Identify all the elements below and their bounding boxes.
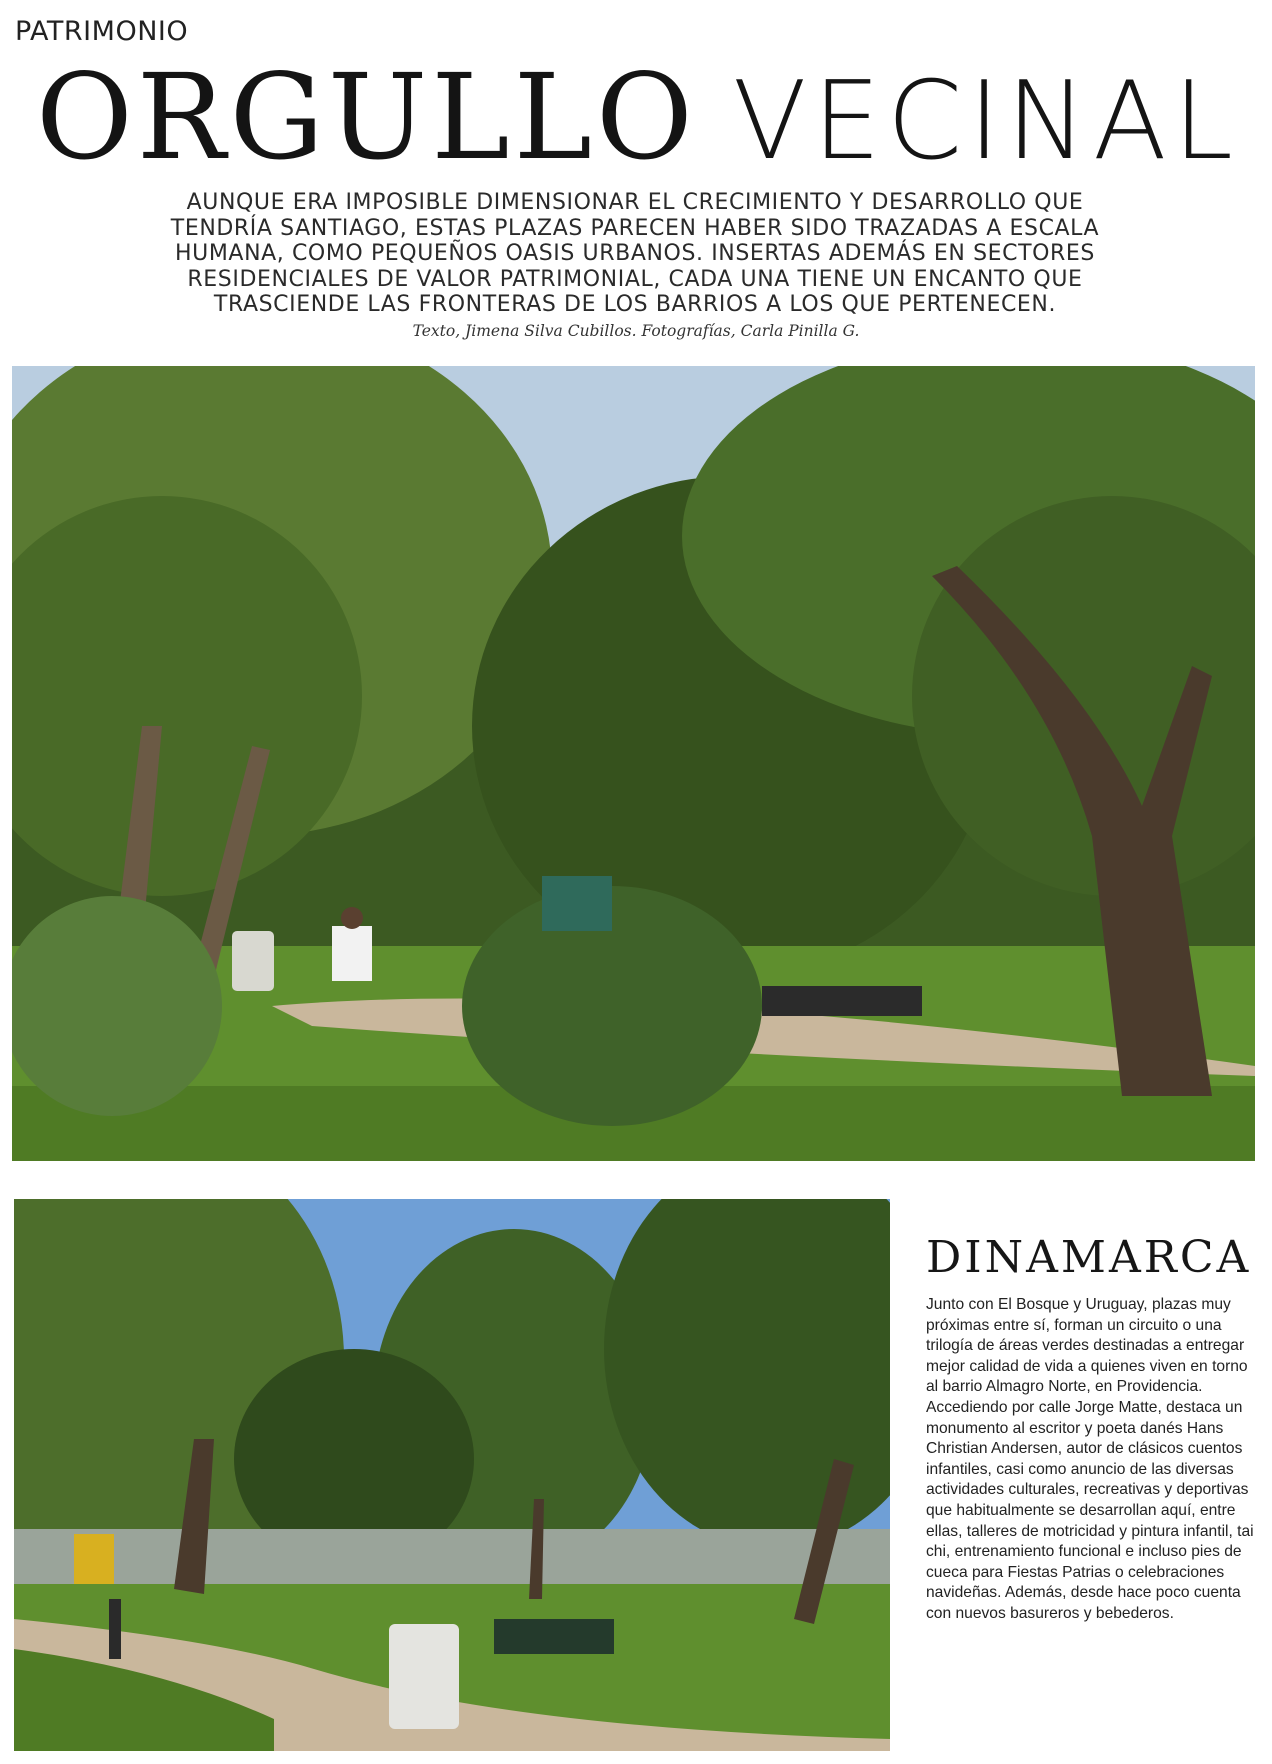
water-fountain — [109, 1599, 121, 1659]
playground-slide — [74, 1534, 114, 1584]
section-body-dinamarca: Junto con El Bosque y Uruguay, plazas muy próximas entre sí, forman un circuito o una trilogía de áreas verdes destinadas a entregar mejor calidad de vida a quienes viven en torno al barrio Almagro Norte, en Providencia. Accediendo por calle Jorge Matte, destaca un monumento al escritor y poeta danés Hans Christian Andersen, autor de clásicos cuentos infantiles, casi como anuncio de las diversas actividades culturales, recreativas y deportivas que habitualmente se desarrollan aquí, entre ellas, talleres de motricidad y pintura infantil, tai chi, entrenamiento funcional e incluso pies de cueca para Fiestas Patrias o celebraciones navideñas. Además, desde hace poco cuenta con nuevos basureros y bebederos. — [926, 1296, 1254, 1622]
background-buildings — [14, 1529, 890, 1589]
park-illustration-bottom — [14, 1199, 890, 1751]
playground-structure — [542, 876, 612, 931]
title-word-orgullo: ORGULLO — [36, 48, 697, 186]
person-head — [341, 907, 363, 929]
shrub-left — [12, 896, 222, 1116]
section-label: PATRIMONIO — [15, 16, 189, 47]
park-photo-bottom — [14, 1199, 890, 1751]
article-title — [36, 48, 1246, 186]
park-illustration-top — [12, 366, 1255, 1161]
title-word-vecinal: VECINAL — [732, 59, 1239, 184]
park-bench — [494, 1619, 614, 1654]
lead-paragraph: AUNQUE ERA IMPOSIBLE DIMENSIONAR EL CRECIMIENTO Y DESARROLLO QUE TENDRÍA SANTIAGO, ESTAS PLAZAS PARECEN HABER SIDO TRAZADAS A ESCALA HUMANA, COMO PEQUEÑOS OASIS URBANOS. INSERTAS ADEMÁS EN SECTORES RESIDENCIALES DE VALOR PATRIMONIAL, CADA UNA TIENE UN ENCANTO QUE TRASCIENDE LAS FRONTERAS DE LOS BARRIOS A LOS QUE PERTENECEN. — [170, 190, 1100, 317]
park-photo-top — [12, 366, 1255, 1161]
person-seated — [332, 926, 372, 981]
trash-bin — [389, 1624, 459, 1729]
photo-text-credits: Texto, Jimena Silva Cubillos. Fotografías, Carla Pinilla G. — [412, 322, 860, 340]
park-bench — [762, 986, 922, 1016]
section-heading-dinamarca: DINAMARCA — [926, 1232, 1252, 1283]
trash-bin — [232, 931, 274, 991]
